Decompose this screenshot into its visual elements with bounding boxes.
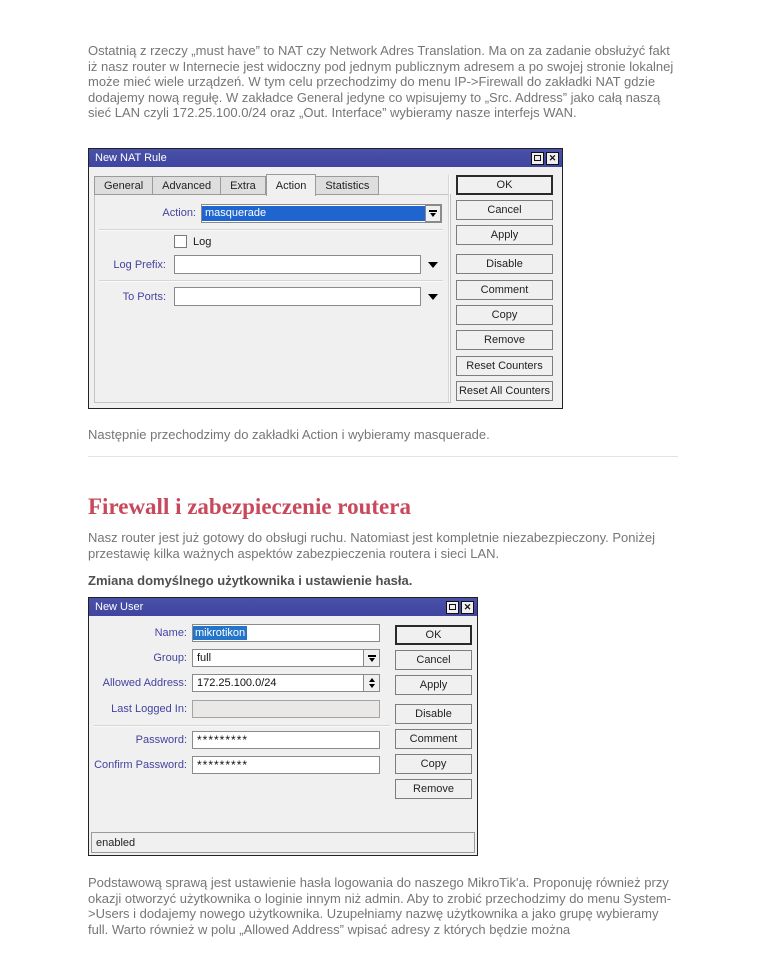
log-prefix-input[interactable] [174, 255, 421, 274]
password-label: Password: [135, 734, 187, 746]
last-logged-in-label: Last Logged In: [111, 703, 187, 715]
name-label: Name: [154, 627, 187, 639]
maximize-glyph [449, 604, 456, 610]
allowed-address-label: Allowed Address: [102, 677, 187, 689]
copy-button[interactable]: Copy [456, 305, 553, 325]
comment-button[interactable]: Comment [456, 280, 553, 300]
outro-paragraph: Podstawową sprawą jest ustawienie hasła logowania do naszego MikroTik'a. Proponuję również przy okazji otworzyć użytkownika o loginie innym niż admin. Aby to zrobić przechodzimy do menu System->Users i dodajemy nowego użytkownika. Uzupełniamy nazwę użytkownika a jako grupę wybieramy full. Warto również w polu „Allowed Address” wpisać adresy z których będzie można [88, 875, 672, 937]
spinner-updown-icon[interactable] [363, 675, 379, 691]
section-paragraph: Nasz router jest już gotowy do obsługi ruchu. Natomiast jest kompletnie niezabezpieczony. Poniżej przestawię kilka ważnych aspektów zabezpieczenia routera i sieci LAN. [88, 530, 655, 561]
status-bar [91, 832, 475, 853]
spinner-up-arrow [369, 678, 375, 682]
tab-action[interactable]: Action [266, 174, 317, 196]
separator [99, 280, 443, 282]
action-label: Action: [162, 207, 196, 219]
ok-button[interactable]: OK [456, 175, 553, 195]
confirm-password-label: Confirm Password: [94, 759, 187, 771]
apply-button[interactable]: Apply [395, 675, 472, 695]
combo-dropdown-icon[interactable] [363, 650, 379, 666]
nat-dialog-tabstrip [94, 174, 379, 195]
nat-dialog-titlebar[interactable] [89, 149, 562, 167]
user-dialog-title: New User [95, 601, 144, 613]
button-column-divider [448, 175, 450, 402]
dropdown-arrow-icon[interactable] [428, 294, 438, 300]
combo-dropdown-arrow [369, 658, 375, 662]
combo-dropdown-bar [368, 655, 376, 657]
name-selected-value: mikrotikon [195, 627, 246, 639]
password-value: ********* [197, 733, 249, 747]
user-dialog-titlebar[interactable] [89, 598, 477, 616]
password-input[interactable] [192, 731, 380, 749]
allowed-address-value: 172.25.100.0/24 [197, 677, 277, 689]
combo-dropdown-bar [429, 210, 437, 212]
maximize-glyph [534, 155, 541, 161]
disable-button[interactable]: Disable [395, 704, 472, 724]
group-value: full [197, 652, 212, 664]
ok-button[interactable]: OK [395, 625, 472, 645]
cancel-button[interactable]: Cancel [456, 200, 553, 220]
subheading-bold: Zmiana domyślnego użytkownika i ustawienie hasła. [88, 573, 413, 588]
action-combobox[interactable] [201, 204, 442, 223]
combo-dropdown-icon[interactable] [425, 205, 441, 222]
confirm-password-input[interactable] [192, 756, 380, 774]
comment-button[interactable]: Comment [395, 729, 472, 749]
spinner-down-arrow [369, 684, 375, 688]
to-ports-input[interactable] [174, 287, 421, 306]
status-enabled: enabled [96, 836, 136, 849]
nat-caption: Następnie przechodzimy do zakładki Action i wybieramy masquerade. [88, 427, 490, 442]
to-ports-label: To Ports: [122, 291, 166, 303]
section-heading: Firewall i zabezpieczenie routera [88, 494, 411, 519]
reset-counters-button[interactable]: Reset Counters [456, 356, 553, 376]
name-input[interactable] [192, 624, 380, 642]
confirm-password-value: ********* [197, 758, 249, 772]
combo-dropdown-arrow [430, 213, 436, 217]
separator [94, 725, 390, 727]
tab-advanced[interactable]: Advanced [153, 176, 221, 195]
log-checkbox[interactable] [174, 235, 187, 248]
last-logged-in-field [192, 700, 380, 718]
allowed-address-input[interactable] [192, 674, 380, 692]
disable-button[interactable]: Disable [456, 254, 553, 274]
new-nat-rule-dialog [88, 148, 563, 409]
tab-statistics[interactable]: Statistics [316, 176, 379, 195]
copy-button[interactable]: Copy [395, 754, 472, 774]
group-combobox[interactable] [192, 649, 380, 667]
tab-extra[interactable]: Extra [221, 176, 266, 195]
action-selected-value: masquerade [202, 206, 425, 221]
maximize-icon[interactable] [531, 152, 544, 165]
log-prefix-label: Log Prefix: [113, 259, 166, 271]
remove-button[interactable]: Remove [395, 779, 472, 799]
dropdown-arrow-icon[interactable] [428, 262, 438, 268]
intro-paragraph: Ostatnią z rzeczy „must have” to NAT czy Network Adres Translation. Ma on za zadanie obsłużyć fakt iż nasz router w Internecie jest widoczny pod jednym publicznym adresem a po swojej stronie lokalnej może mieć wiele urządzeń. W tym celu przechodzimy do menu IP->Firewall do zakładki NAT gdzie dodajemy nową regułę. W zakładce General jedyne co wpisujemy to „Src. Address” jako całą naszą sieć LAN czyli 172.25.100.0/24 oraz „Out. Interface” wybieramy nasze interfejs WAN. [88, 43, 674, 121]
new-user-dialog [88, 597, 478, 856]
separator [99, 229, 443, 231]
close-icon[interactable]: ✕ [546, 152, 559, 165]
apply-button[interactable]: Apply [456, 225, 553, 245]
tab-general[interactable]: General [94, 176, 153, 195]
section-divider [88, 456, 678, 457]
group-label: Group: [153, 652, 187, 664]
close-icon[interactable]: ✕ [461, 601, 474, 614]
nat-dialog-title: New NAT Rule [95, 152, 167, 164]
maximize-icon[interactable] [446, 601, 459, 614]
reset-all-counters-button[interactable]: Reset All Counters [456, 381, 553, 401]
remove-button[interactable]: Remove [456, 330, 553, 350]
log-label: Log [193, 236, 212, 248]
cancel-button[interactable]: Cancel [395, 650, 472, 670]
